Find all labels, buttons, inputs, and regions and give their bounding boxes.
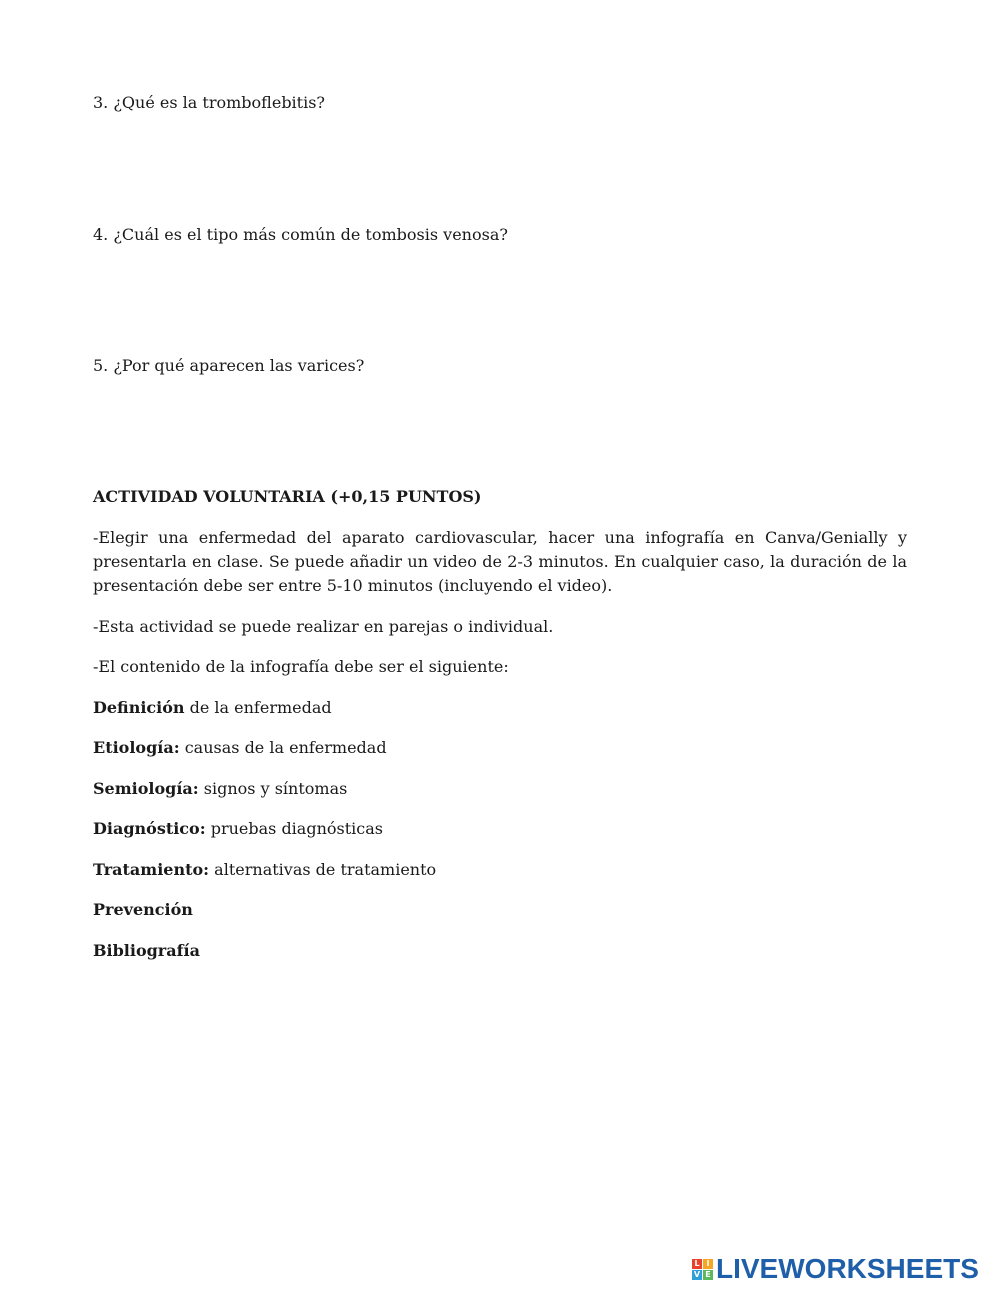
question-5: 5. ¿Por qué aparecen las varices? <box>93 356 365 375</box>
content-item-term: Semiología: <box>93 779 199 798</box>
content-item-bibliografia <box>93 939 200 963</box>
content-item-diagnostico <box>93 817 383 841</box>
activity-content-intro: -El contenido de la infografía debe ser el siguiente: <box>93 657 509 676</box>
question-3: 3. ¿Qué es la tromboflebitis? <box>93 93 326 112</box>
activity-heading: ACTIVIDAD VOLUNTARIA (+0,15 PUNTOS) <box>93 487 482 506</box>
content-item-semiologia <box>93 777 347 801</box>
logo-mark-cell: I <box>703 1259 713 1269</box>
content-item-term: Etiología: <box>93 738 180 757</box>
activity-pairs-note: -Esta actividad se puede realizar en parejas o individual. <box>93 617 554 636</box>
logo-mark-cell: L <box>692 1259 702 1269</box>
activity-instructions: -Elegir una enfermedad del aparato cardiovascular, hacer una infografía en Canva/Genially y presentarla en clase. Se puede añadir un video de 2-3 minutos. En cualquier caso, la duración de la presentación debe ser entre 5-10 minutos (incluyendo el video). <box>93 528 907 595</box>
content-item-term: Tratamiento: <box>93 860 210 879</box>
logo-mark-cell: E <box>703 1270 713 1280</box>
content-item-desc: pruebas diagnósticas <box>205 819 383 838</box>
liveworksheets-logo <box>692 1254 979 1284</box>
logo-mark-cell: V <box>693 1269 701 1279</box>
content-item-etiologia <box>93 736 387 760</box>
content-item-definicion <box>93 696 332 720</box>
content-item-term: Bibliografía <box>93 941 200 960</box>
question-4: 4. ¿Cuál es el tipo más común de tombosis venosa? <box>93 225 508 244</box>
content-item-tratamiento <box>93 858 436 882</box>
content-item-desc: signos y síntomas <box>198 779 348 798</box>
liveworksheets-wordmark: LIVEWORKSHEETS <box>716 1253 979 1284</box>
content-item-term: Definición <box>93 698 185 717</box>
content-item-term: Diagnóstico: <box>93 819 206 838</box>
content-item-desc: causas de la enfermedad <box>179 738 387 757</box>
liveworksheets-mark-icon <box>692 1259 713 1280</box>
content-item-term: Prevención <box>93 900 193 919</box>
content-item-desc: alternativas de tratamiento <box>209 860 437 879</box>
content-item-desc: de la enfermedad <box>184 698 332 717</box>
content-item-prevencion <box>93 898 193 922</box>
